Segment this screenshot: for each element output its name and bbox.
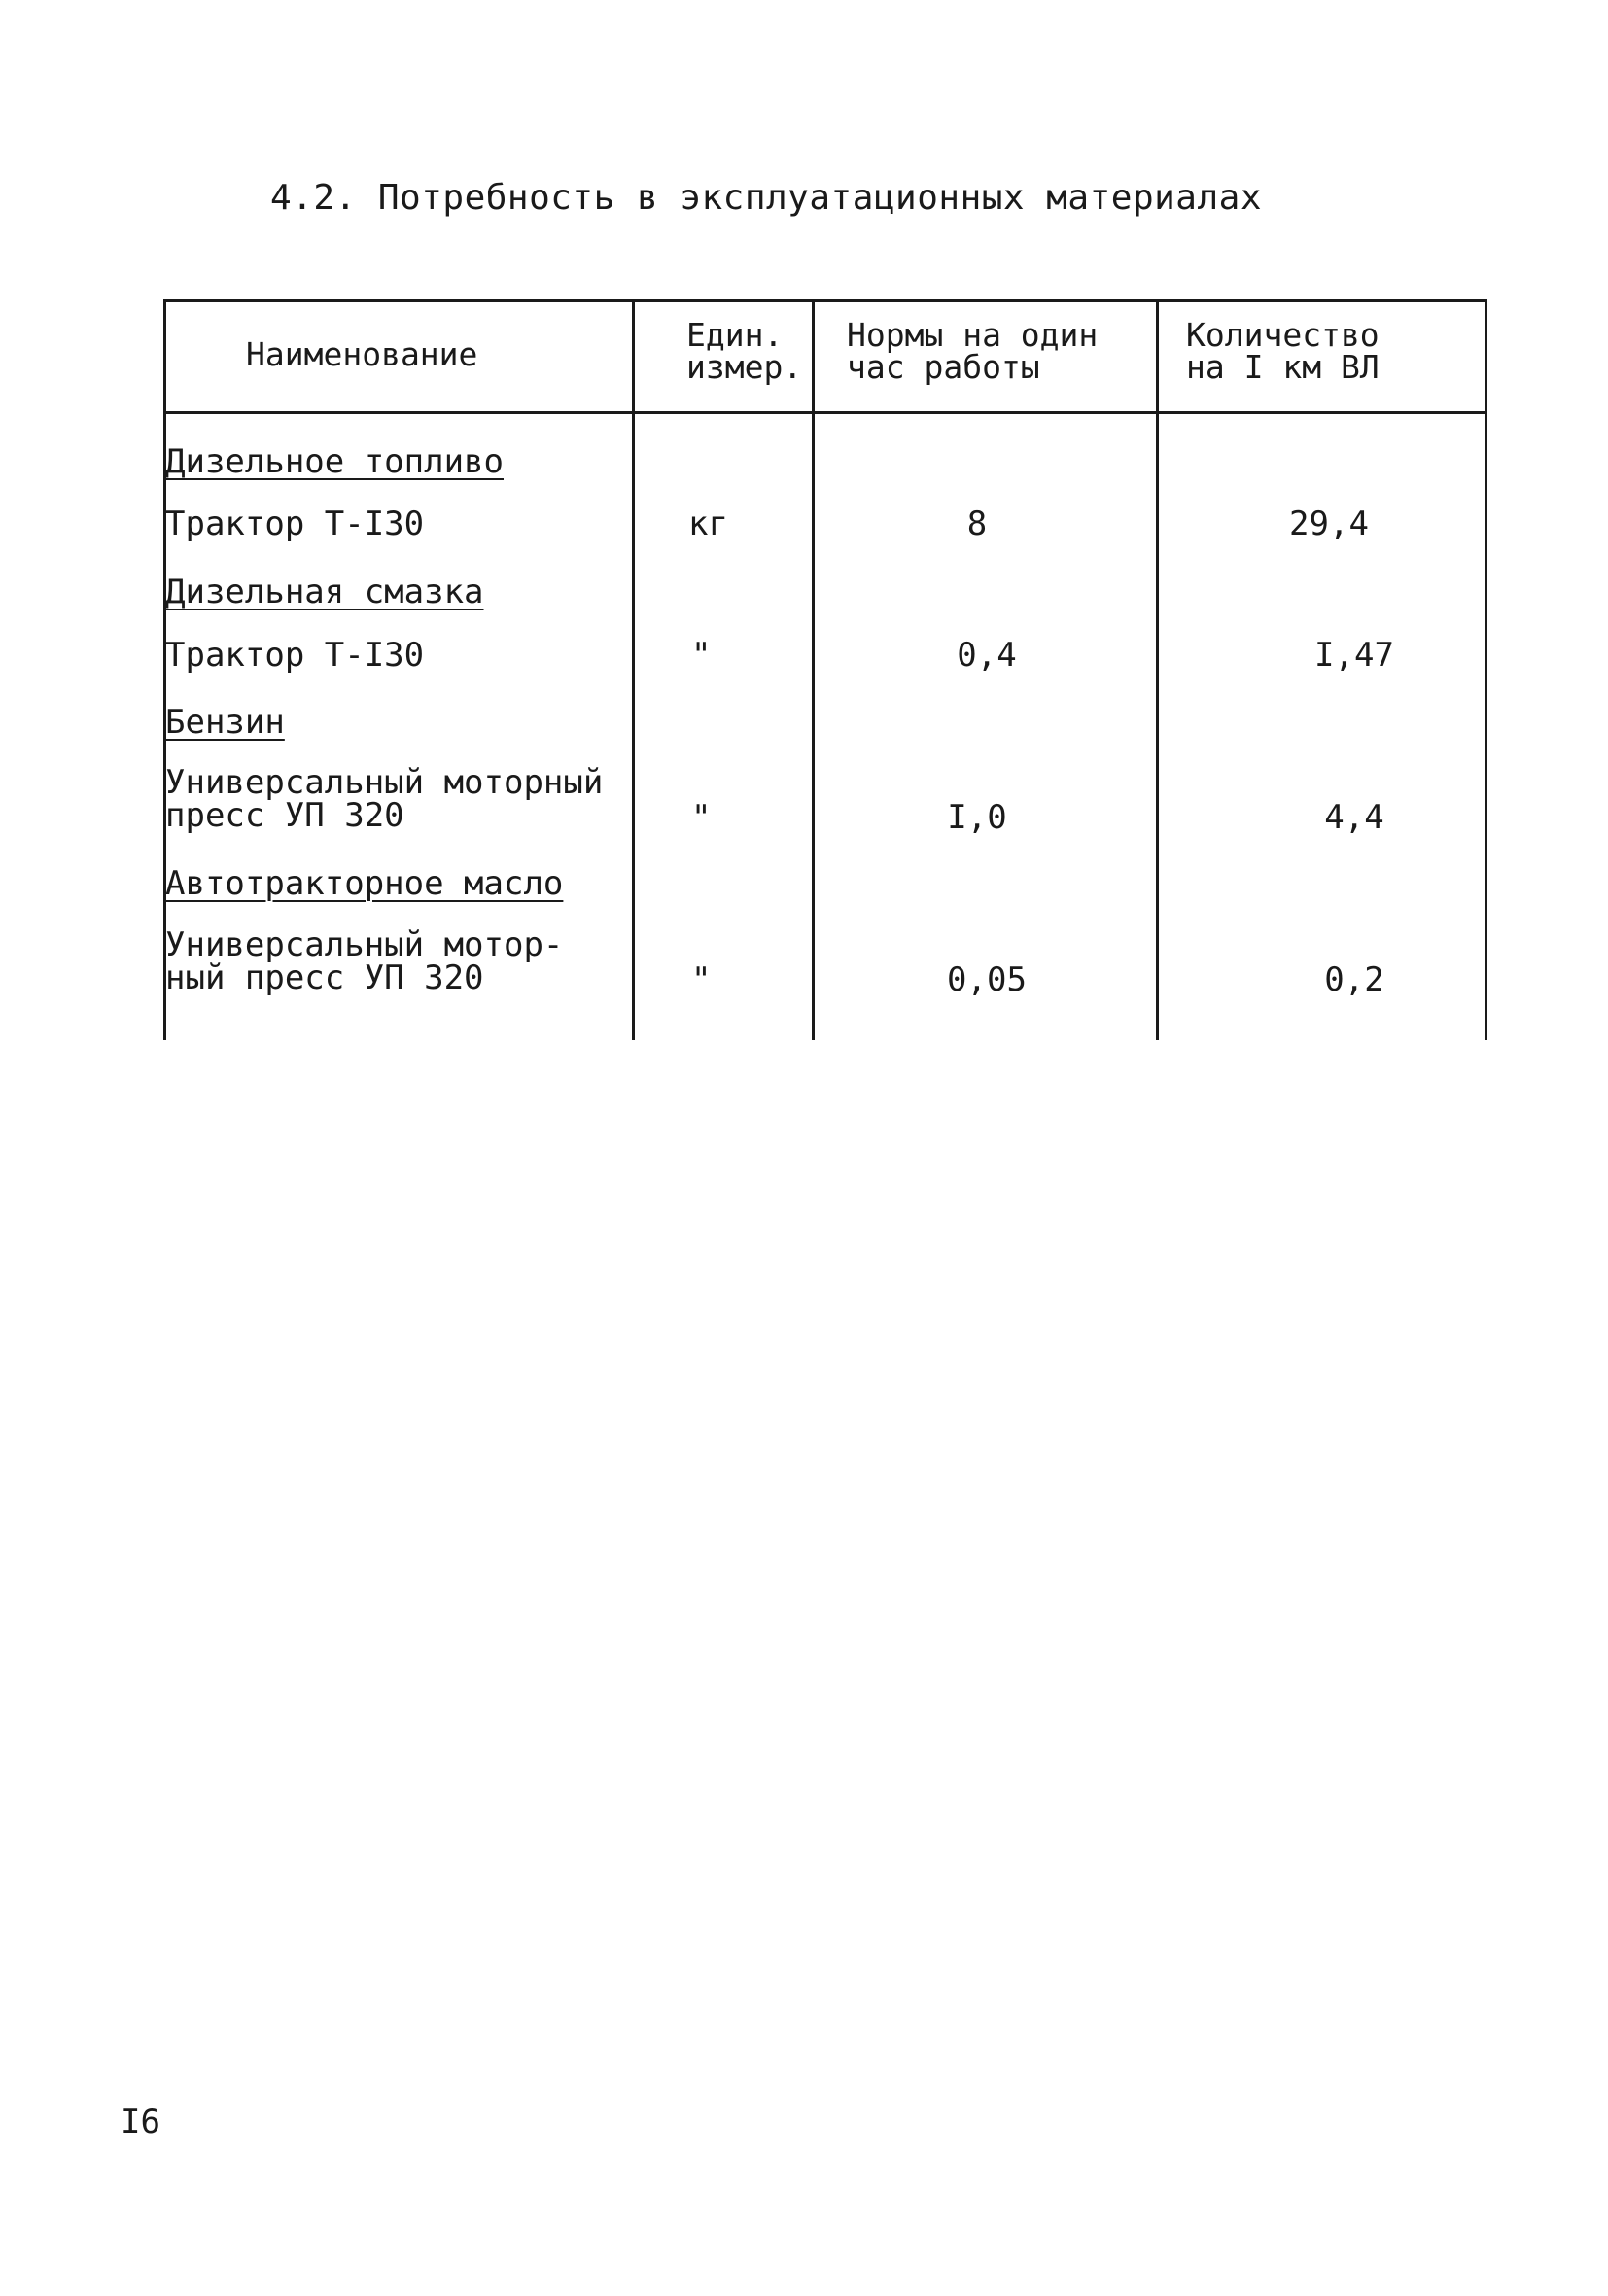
item-quantity: 4,4 — [1324, 798, 1384, 837]
page-number: I6 — [121, 2103, 160, 2141]
item-name: Универсальный мотор- ный пресс УП 320 — [165, 925, 564, 997]
item-name: Трактор Т-I30 — [165, 504, 425, 543]
header-norm: Нормы на один час работы — [847, 316, 1099, 386]
item-quantity: 0,2 — [1324, 960, 1384, 999]
table-top-border — [165, 299, 1487, 302]
header-name: Наименование — [246, 335, 478, 373]
materials-table — [163, 299, 1489, 1040]
header-unit: Един. измер. — [686, 316, 803, 386]
item-norm: I,0 — [947, 798, 1007, 837]
item-unit: " — [691, 636, 712, 675]
item-name: Универсальный моторный пресс УП 320 — [165, 763, 604, 835]
group-title: Автотракторное масло — [165, 864, 564, 903]
item-quantity: I,47 — [1314, 636, 1394, 675]
group-title: Дизельное топливо — [165, 442, 504, 481]
section-title: 4.2. Потребность в эксплуатационных материалах — [270, 178, 1262, 218]
group-title: Бензин — [165, 703, 285, 742]
item-quantity: 29,4 — [1289, 504, 1369, 543]
group-title: Дизельная смазка — [165, 573, 484, 611]
item-norm: 0,05 — [947, 960, 1027, 999]
item-unit: кг — [688, 504, 728, 543]
table-header-border — [165, 411, 1487, 414]
item-unit: " — [691, 798, 712, 837]
item-name: Трактор Т-I30 — [165, 636, 425, 675]
item-norm: 8 — [966, 504, 988, 543]
table-divider-unit — [632, 299, 635, 1040]
header-quantity: Количество на I км ВЛ — [1186, 316, 1380, 386]
item-unit: " — [691, 960, 712, 999]
item-norm: 0,4 — [957, 636, 1017, 675]
